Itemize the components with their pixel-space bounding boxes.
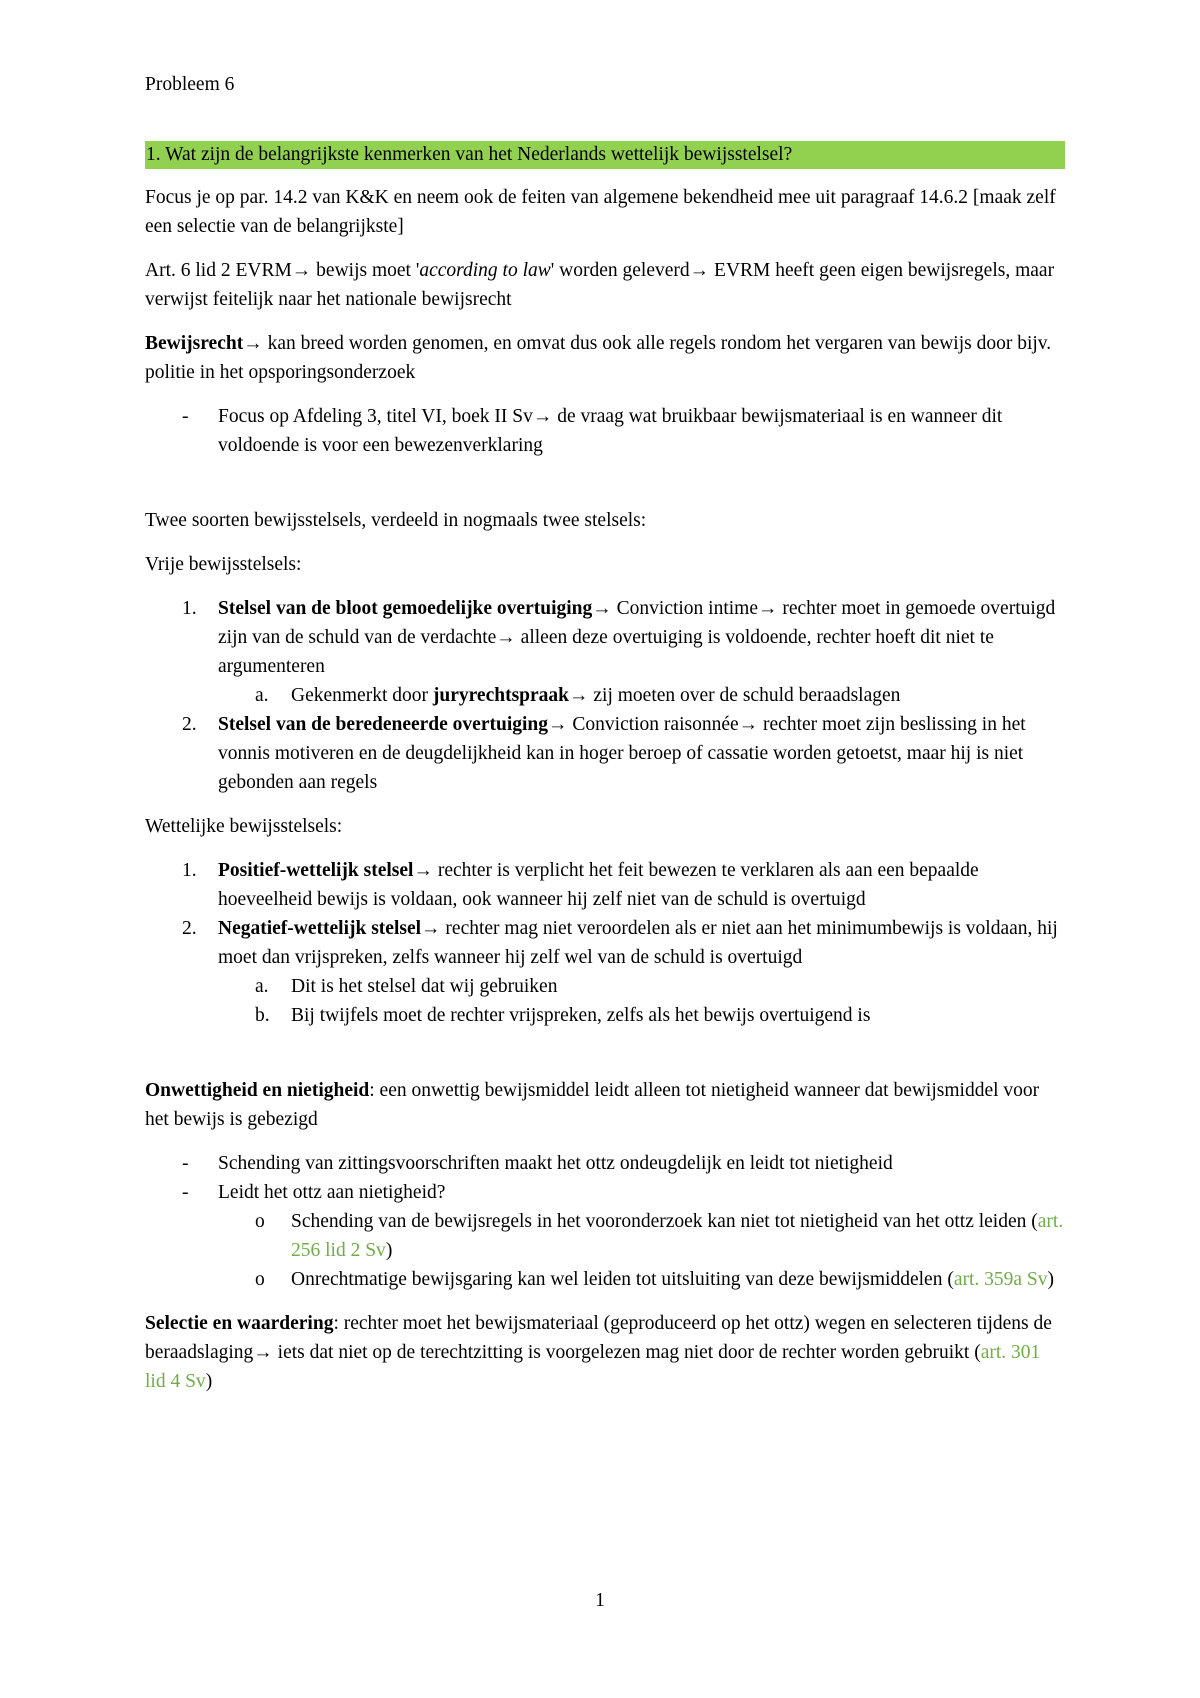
item-text: → rechter is verplicht het feit bewezen te verklaren als aan een bepaalde hoeveelheid bewijs is voldaan, ook wanneer hij zelf niet van de schuld is overtuigd xyxy=(218,860,979,910)
art6-italic: according to law xyxy=(419,260,551,281)
list-subitem xyxy=(145,1207,1065,1265)
circle-marker: o xyxy=(255,1211,265,1232)
list-item xyxy=(145,594,1065,681)
bewijsrecht-paragraph xyxy=(145,329,1065,387)
list-number: 2. xyxy=(182,918,197,939)
focus-paragraph: Focus je op par. 14.2 van K&K en neem ook de feiten van algemene bekendheid mee uit paragraaf 14.6.2 [maak zelf een selectie van de belangrijkste] xyxy=(145,187,1056,237)
item-term: Positief-wettelijk stelsel xyxy=(218,860,414,881)
list-number: 2. xyxy=(182,714,197,735)
spacer xyxy=(145,460,1065,506)
item-term: Stelsel van de beredeneerde overtuiging xyxy=(218,714,549,735)
list-number: 1. xyxy=(182,860,197,881)
onwettigheid-list xyxy=(145,1149,1065,1294)
dash-marker: - xyxy=(182,1153,189,1174)
vrije-list xyxy=(145,594,1065,797)
list-letter: a. xyxy=(255,685,269,706)
art6-before: Art. 6 lid 2 EVRM→ bewijs moet ' xyxy=(145,260,420,281)
selectie-paragraph xyxy=(145,1309,1065,1396)
twee-soorten-paragraph: Twee soorten bewijsstelsels, verdeeld in nogmaals twee stelsels: xyxy=(145,510,647,531)
page-header: Probleem 6 xyxy=(145,74,235,95)
law-reference: art. 359a Sv xyxy=(953,1269,1048,1290)
subitem-post: ) xyxy=(385,1240,393,1261)
bewijsrecht-text: → kan breed worden genomen, en omvat dus ook alle regels rondom het vergaren van bewijs door bijv. politie in het opsporingsonderzoek xyxy=(145,333,1052,383)
wettelijke-heading: Wettelijke bewijsstelsels: xyxy=(145,816,343,837)
item-text: → Conviction intime→ rechter moet in gemoede overtuigd zijn van de schuld van de verdachte→ alleen deze overtuiging is voldoende, rechter hoeft dit niet te argumenteren xyxy=(218,598,1056,677)
vrije-heading: Vrije bewijsstelsels: xyxy=(145,554,302,575)
selectie-text: : rechter moet het bewijsmateriaal (geproduceerd op het ottz) wegen en selecteren tijdens de beraadslaging→ iets dat niet op de terechtzitting is voorgelezen mag niet door de rechter worden gebruikt ( xyxy=(145,1313,1052,1363)
bewijsrecht-term: Bewijsrecht xyxy=(145,333,244,354)
item-term: Negatief-wettelijk stelsel xyxy=(218,918,422,939)
onwettigheid-paragraph xyxy=(145,1076,1065,1134)
question-heading: 1. Wat zijn de belangrijkste kenmerken van het Nederlands wettelijk bewijsstelsel? xyxy=(145,141,1065,169)
subitem-post: ) xyxy=(1047,1269,1055,1290)
subitem-pre: Schending van de bewijsregels in het vooronderzoek kan niet tot nietigheid van het ottz leiden ( xyxy=(291,1211,1038,1232)
list-item xyxy=(145,856,1065,914)
list-item xyxy=(145,914,1065,972)
page-content xyxy=(145,70,1065,1411)
dash-marker: - xyxy=(182,406,189,427)
list-letter: a. xyxy=(255,976,269,997)
bewijsrecht-bullet xyxy=(145,402,1065,460)
list-subitem xyxy=(145,1265,1065,1294)
law-reference: art. 256 lid 2 Sv xyxy=(291,1211,1064,1261)
subitem-text: Bij twijfels moet de rechter vrijspreken, zelfs als het bewijs overtuigend is xyxy=(291,1005,871,1026)
onwettigheid-text: : een onwettig bewijsmiddel leidt alleen tot nietigheid wanneer dat bewijsmiddel voor het bewijs is gebezigd xyxy=(145,1080,1040,1130)
list-letter: b. xyxy=(255,1005,270,1026)
circle-marker: o xyxy=(255,1269,265,1290)
item-text: → rechter mag niet veroordelen als er niet aan het minimumbewijs is voldaan, hij moet dan vrijspreken, zelfs wanneer hij zelf wel van de schuld is overtuigd xyxy=(218,918,1058,968)
onwettigheid-term: Onwettigheid en nietigheid xyxy=(145,1080,370,1101)
art6-paragraph xyxy=(145,256,1065,314)
list-item xyxy=(145,710,1065,797)
subitem-pre: Gekenmerkt door xyxy=(291,685,433,706)
subitem-term: juryrechtspraak xyxy=(432,685,570,706)
list-number: 1. xyxy=(182,598,197,619)
selectie-term: Selectie en waardering xyxy=(145,1313,334,1334)
bullet-text: Leidt het ottz aan nietigheid? xyxy=(218,1182,446,1203)
list-subitem xyxy=(145,972,1065,1001)
item-text: → Conviction raisonnée→ rechter moet zijn beslissing in het vonnis motiveren en de deugdelijkheid kan in hoger beroep of cassatie worden getoetst, maar hij is niet gebonden aan regels xyxy=(218,714,1026,793)
selectie-post: ) xyxy=(205,1371,213,1392)
list-subitem xyxy=(145,1001,1065,1030)
list-item xyxy=(145,1149,1065,1178)
item-term: Stelsel van de bloot gemoedelijke overtuiging xyxy=(218,598,593,619)
subitem-pre: Onrechtmatige bewijsgaring kan wel leiden tot uitsluiting van deze bewijsmiddelen ( xyxy=(291,1269,954,1290)
dash-marker: - xyxy=(182,1182,189,1203)
bullet-text: Schending van zittingsvoorschriften maakt het ottz ondeugdelijk en leidt tot nietigheid xyxy=(218,1153,893,1174)
page-number: 1 xyxy=(595,1590,605,1611)
wettelijke-list xyxy=(145,856,1065,1030)
subitem-text: Dit is het stelsel dat wij gebruiken xyxy=(291,976,558,997)
art6-after: ' worden geleverd→ EVRM heeft geen eigen bewijsregels, maar verwijst feitelijk naar het nationale bewijsrecht xyxy=(145,260,1055,310)
bullet-text: Focus op Afdeling 3, titel VI, boek II Sv→ de vraag wat bruikbaar bewijsmateriaal is en wanneer dit voldoende is voor een bewezenverklaring xyxy=(218,406,1003,456)
list-subitem xyxy=(145,681,1065,710)
law-reference: art. 301 lid 4 Sv xyxy=(145,1342,1041,1392)
list-item xyxy=(145,1178,1065,1207)
spacer xyxy=(145,1030,1065,1076)
subitem-text: → zij moeten over de schuld beraadslagen xyxy=(569,685,901,706)
